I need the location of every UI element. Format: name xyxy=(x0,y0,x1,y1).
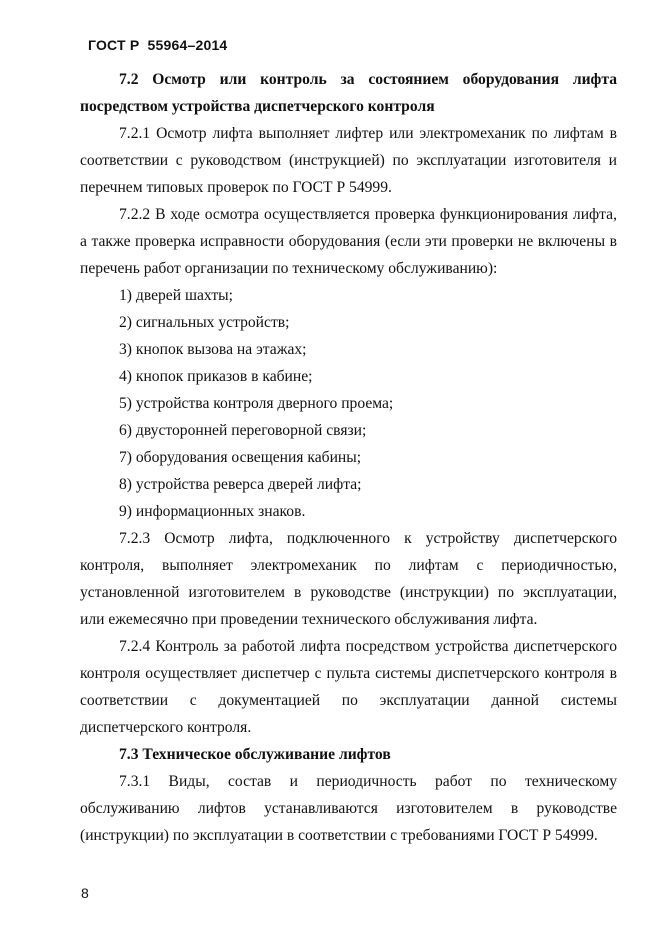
page-number: 8 xyxy=(81,885,89,901)
paragraph-7-2-1-line-2: соответствии с руководством (инструкцией) по эксплуатации изготовителя и xyxy=(80,152,617,169)
list-item: 3) кнопок вызова на этажах; xyxy=(119,341,307,358)
paragraph-7-3-1-line-1: 7.3.1 Виды, состав и периодичность работ по техническому xyxy=(119,773,617,790)
paragraph-7-2-3-line-2: контроля, выполняет электромеханик по лифтам с периодичностью, xyxy=(80,557,617,574)
list-item: 1) дверей шахты; xyxy=(119,287,233,304)
list-item: 9) информационных знаков. xyxy=(119,503,306,520)
paragraph-7-2-2-line-2: а также проверка исправности оборудования (если эти проверки не включены в xyxy=(80,233,617,250)
paragraph-7-3-1-line-2: обслуживанию лифтов устанавливаются изготовителем в руководстве xyxy=(80,800,617,817)
paragraph-7-2-1-line-1: 7.2.1 Осмотр лифта выполняет лифтер или электромеханик по лифтам в xyxy=(119,125,617,142)
paragraph-7-2-1-line-3: перечнем типовых проверок по ГОСТ Р 54999. xyxy=(80,179,392,196)
document-body xyxy=(80,66,617,849)
paragraph-7-2-4-line-4: диспетчерского контроля. xyxy=(80,719,252,736)
list-item: 6) двусторонней переговорной связи; xyxy=(119,422,367,439)
section-7-2-heading-line-1: 7.2 Осмотр или контроль за состоянием оборудования лифта xyxy=(119,71,617,88)
document-header: ГОСТ Р 55964–2014 xyxy=(88,37,228,53)
paragraph-7-2-3-line-4: или ежемесячно при проведении технического обслуживания лифта. xyxy=(80,611,538,628)
section-7-2-heading-line-2: посредством устройства диспетчерского контроля xyxy=(80,98,435,115)
paragraph-7-2-3-line-1: 7.2.3 Осмотр лифта, подключенного к устройству диспетчерского xyxy=(119,530,617,547)
list-item: 5) устройства контроля дверного проема; xyxy=(119,395,394,412)
paragraph-7-3-1-line-3: (инструкции) по эксплуатации в соответствии с требованиями ГОСТ Р 54999. xyxy=(80,827,598,844)
paragraph-7-2-2-line-3: перечень работ организации по техническому обслуживанию): xyxy=(80,260,498,277)
paragraph-7-2-3-line-3: установленной изготовителем в руководстве (инструкции) по эксплуатации, xyxy=(80,584,617,601)
list-item: 4) кнопок приказов в кабине; xyxy=(119,368,313,385)
list-item: 7) оборудования освещения кабины; xyxy=(119,449,362,466)
paragraph-7-2-4-line-3: соответствии с документацией по эксплуатации данной системы xyxy=(80,692,617,709)
list-item: 2) сигнальных устройств; xyxy=(119,314,290,331)
list-item: 8) устройства реверса дверей лифта; xyxy=(119,476,362,493)
paragraph-7-2-4-line-1: 7.2.4 Контроль за работой лифта посредством устройства диспетчерского xyxy=(119,638,617,655)
paragraph-7-2-4-line-2: контроля осуществляет диспетчер с пульта системы диспетчерского контроля в xyxy=(80,665,617,682)
paragraph-7-2-2-line-1: 7.2.2 В ходе осмотра осуществляется проверка функционирования лифта, xyxy=(119,206,617,223)
section-7-3-heading: 7.3 Техническое обслуживание лифтов xyxy=(119,746,391,763)
